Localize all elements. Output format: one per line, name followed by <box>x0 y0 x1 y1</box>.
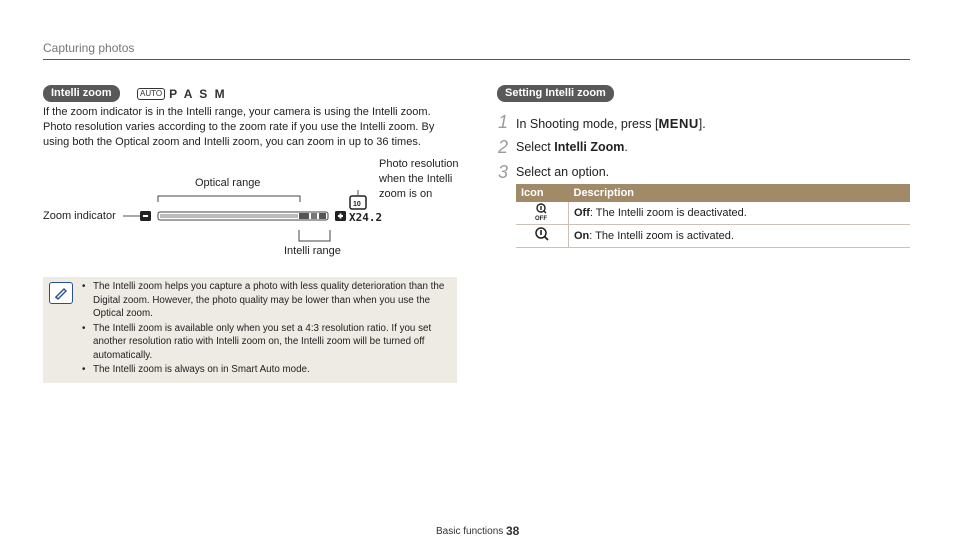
note-item: • The Intelli zoom helps you capture a photo with less quality deterioration than the Digital zoom. However, the photo quality may be lower than when you use the Optical zoom. <box>80 280 450 321</box>
options-table <box>516 184 910 248</box>
svg-text:10: 10 <box>353 201 361 208</box>
photo-resolution-line-3: zoom is on <box>379 188 433 200</box>
note-item: • The Intelli zoom is available only when you set a 4:3 resolution ratio. If you set another resolution ratio with Intelli zoom on, the Intelli zoom will be turned off automatically. <box>80 322 450 363</box>
setting-intelli-zoom-title: Setting Intelli zoom <box>497 85 614 102</box>
option-description <box>569 202 911 225</box>
table-row <box>516 225 910 248</box>
note-item: • The Intelli zoom is always on in Smart Auto mode. <box>80 363 450 377</box>
table-row <box>516 202 910 225</box>
step-2 <box>498 137 508 158</box>
photo-resolution-line-1: Photo resolution <box>379 158 459 170</box>
page-number: 38 <box>506 524 520 538</box>
menu-key-label: MENU <box>658 116 699 131</box>
step-3 <box>498 162 508 183</box>
option-text: : The Intelli zoom is deactivated. <box>589 207 747 219</box>
option-text: : The Intelli zoom is activated. <box>589 230 734 242</box>
pasm-mode-label: P A S M <box>169 87 227 101</box>
zoom-value-readout: X24.2 <box>349 211 382 224</box>
header-divider <box>43 59 910 60</box>
intelli-zoom-title: Intelli zoom <box>43 85 120 102</box>
optical-range-bracket <box>158 196 300 202</box>
intelli-zoom-off-icon <box>516 202 569 225</box>
icon-column-header: Icon <box>516 184 569 202</box>
step-1-prefix: In Shooting mode, press [ <box>516 117 659 131</box>
description-column-header: Description <box>569 184 911 202</box>
step-1-suffix: ]. <box>698 117 706 131</box>
step-1-text <box>516 116 706 131</box>
option-description <box>569 225 911 248</box>
step-2-prefix: Select <box>516 140 555 154</box>
photo-resolution-line-2: when the Intelli <box>379 173 453 185</box>
footer-section-label: Basic functions <box>436 526 504 537</box>
step-2-text <box>516 140 628 154</box>
intelli-range-label: Intelli range <box>284 245 341 257</box>
option-name: Off <box>574 207 590 219</box>
note-list <box>80 280 450 378</box>
intelli-zoom-option: Intelli Zoom <box>554 140 625 154</box>
step-number: 1 <box>498 112 509 132</box>
option-name: On <box>574 230 590 242</box>
step-number: 3 <box>498 162 509 182</box>
step-number: 2 <box>498 137 509 157</box>
step-1 <box>498 112 508 133</box>
section-header: Capturing photos <box>43 41 135 55</box>
intelli-range-bracket <box>299 230 330 241</box>
step-2-suffix: . <box>624 140 628 154</box>
zoom-indicator-label: Zoom indicator <box>43 210 116 222</box>
zoom-bar-diagram <box>120 190 382 246</box>
photo-resolution-label <box>379 157 459 202</box>
intelli-zoom-description: If the zoom indicator is in the Intelli range, your camera is using the Intelli zoom. Photo resolution varies according to the zoom rate if you use the Intelli zoom. By using both the Optical zoom and Intelli zoom, you can zoom in up to 36 times. <box>43 106 435 148</box>
note-pencil-icon <box>49 282 73 304</box>
svg-text:OFF: OFF <box>535 215 547 221</box>
zoom-bar-fill <box>160 214 298 218</box>
step-3-text: Select an option. <box>516 165 610 179</box>
auto-mode-icon: AUTO <box>137 88 165 100</box>
optical-range-label: Optical range <box>195 177 261 189</box>
intelli-zoom-on-icon <box>516 225 569 248</box>
mode-indicators <box>137 87 227 101</box>
